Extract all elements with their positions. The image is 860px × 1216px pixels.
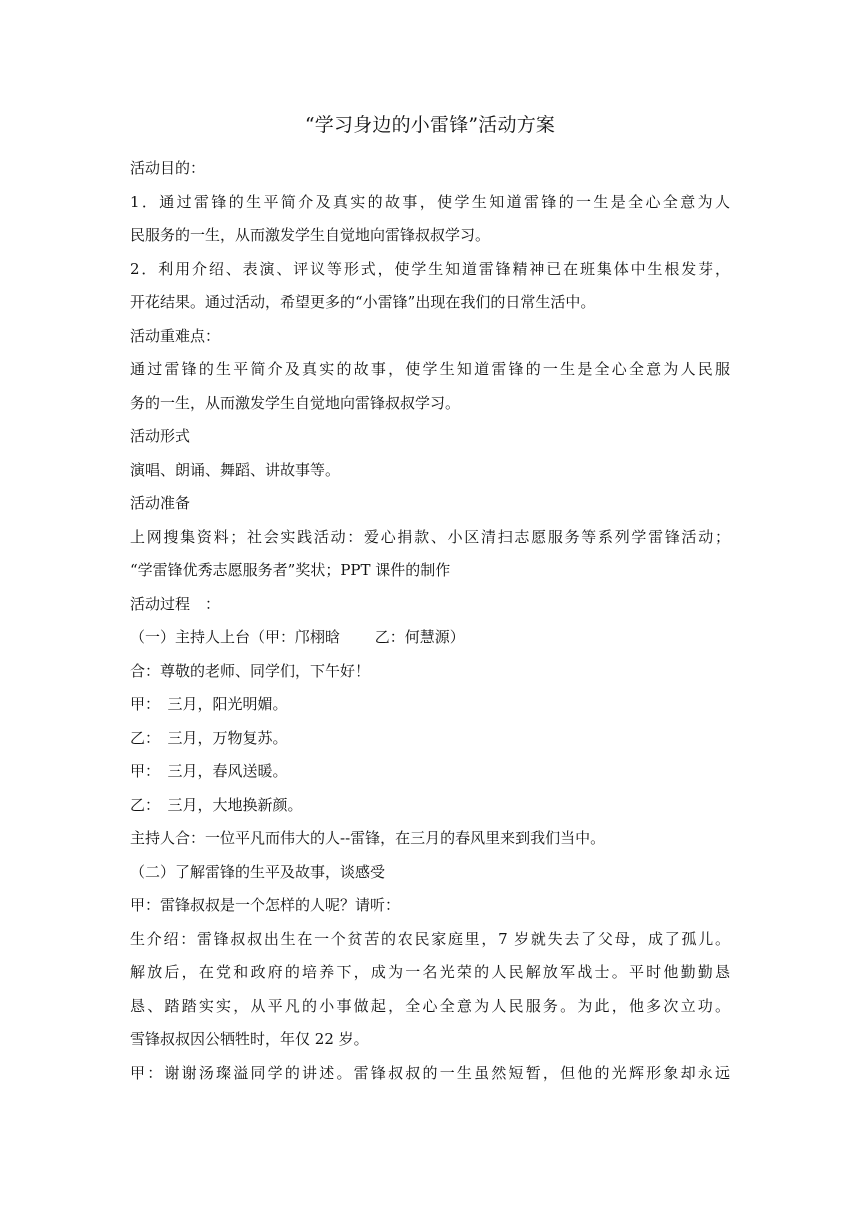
dialogue-line: 乙： 三月，万物复苏。 [130,728,288,747]
paragraph-line: 恳、踏踏实实，从平凡的小事做起，全心全意为人民服务。为此，他多次立功。 [130,996,730,1015]
dialogue-line: 甲： 三月，阳光明媚。 [130,695,288,713]
paragraph-line: 民服务的一生，从而激发学生自觉地向雷锋叔叔学习。 [130,226,491,244]
paragraph-line: 开花结果。通过活动，希望更多的“小雷锋”出现在我们的日常生活中。 [130,293,596,311]
paragraph-line: （一）主持人上台（甲：邝栩晗 乙：何慧源） [130,628,465,646]
paragraph-line: 通过雷锋的生平简介及真实的故事，使学生知道雷锋的一生是全心全意为人民服 [130,360,730,378]
dialogue-line: 甲： 三月，春风送暖。 [130,762,288,780]
paragraph-line: 务的一生，从而激发学生自觉地向雷锋叔叔学习。 [130,393,461,412]
paragraph-line: “学雷锋优秀志愿服务者”奖状；PPT 课件的制作 [130,561,451,579]
dialogue-line: 主持人合：一位平凡而伟大的人--雷锋，在三月的春风里来到我们当中。 [130,829,606,847]
section-heading: 活动重难点： [130,326,221,345]
document-title: “学习身边的小雷锋”活动方案 [304,114,556,136]
section-heading: 活动形式 [130,427,191,445]
section-heading: 活动过程 ： [130,594,221,613]
dialogue-line: 合：尊敬的老师、同学们，下午好！ [130,661,371,680]
paragraph-line: 甲：谢谢汤璨溢同学的讲述。雷锋叔叔的一生虽然短暂，但他的光辉形象却永远 [130,1063,730,1082]
paragraph-line: 活动目的： [130,159,206,177]
paragraph-line: 生介绍：雷锋叔叔出生在一个贫苦的农民家庭里，7 岁就失去了父母，成了孤儿。 [130,929,730,948]
paragraph-line: 1．通过雷锋的生平简介及真实的故事，使学生知道雷锋的一生是全心全意为人 [130,192,730,211]
paragraph-line: 2．利用介绍、表演、评议等形式，使学生知道雷锋精神已在班集体中生根发芽， [130,259,730,278]
paragraph-line: 雪锋叔叔因公牺牲时，年仅 22 岁。 [130,1030,369,1048]
dialogue-line: 乙： 三月，大地换新颜。 [130,795,303,814]
section-heading: 活动准备 [130,494,191,512]
paragraph-line: 上网搜集资料；社会实践活动：爱心捐款、小区清扫志愿服务等系列学雷锋活动； [130,527,730,546]
dialogue-line: 甲：雷锋叔叔是一个怎样的人呢？请听： [130,896,401,914]
section-heading: （二）了解雷锋的生平及故事，谈感受 [130,862,386,881]
paragraph-line: 解放后，在党和政府的培养下，成为一名光荣的人民解放军战士。平时他勤勤恳 [130,963,730,981]
paragraph-line: 演唱、朗诵、舞蹈、讲故事等。 [130,460,341,479]
document-body [130,152,730,1090]
